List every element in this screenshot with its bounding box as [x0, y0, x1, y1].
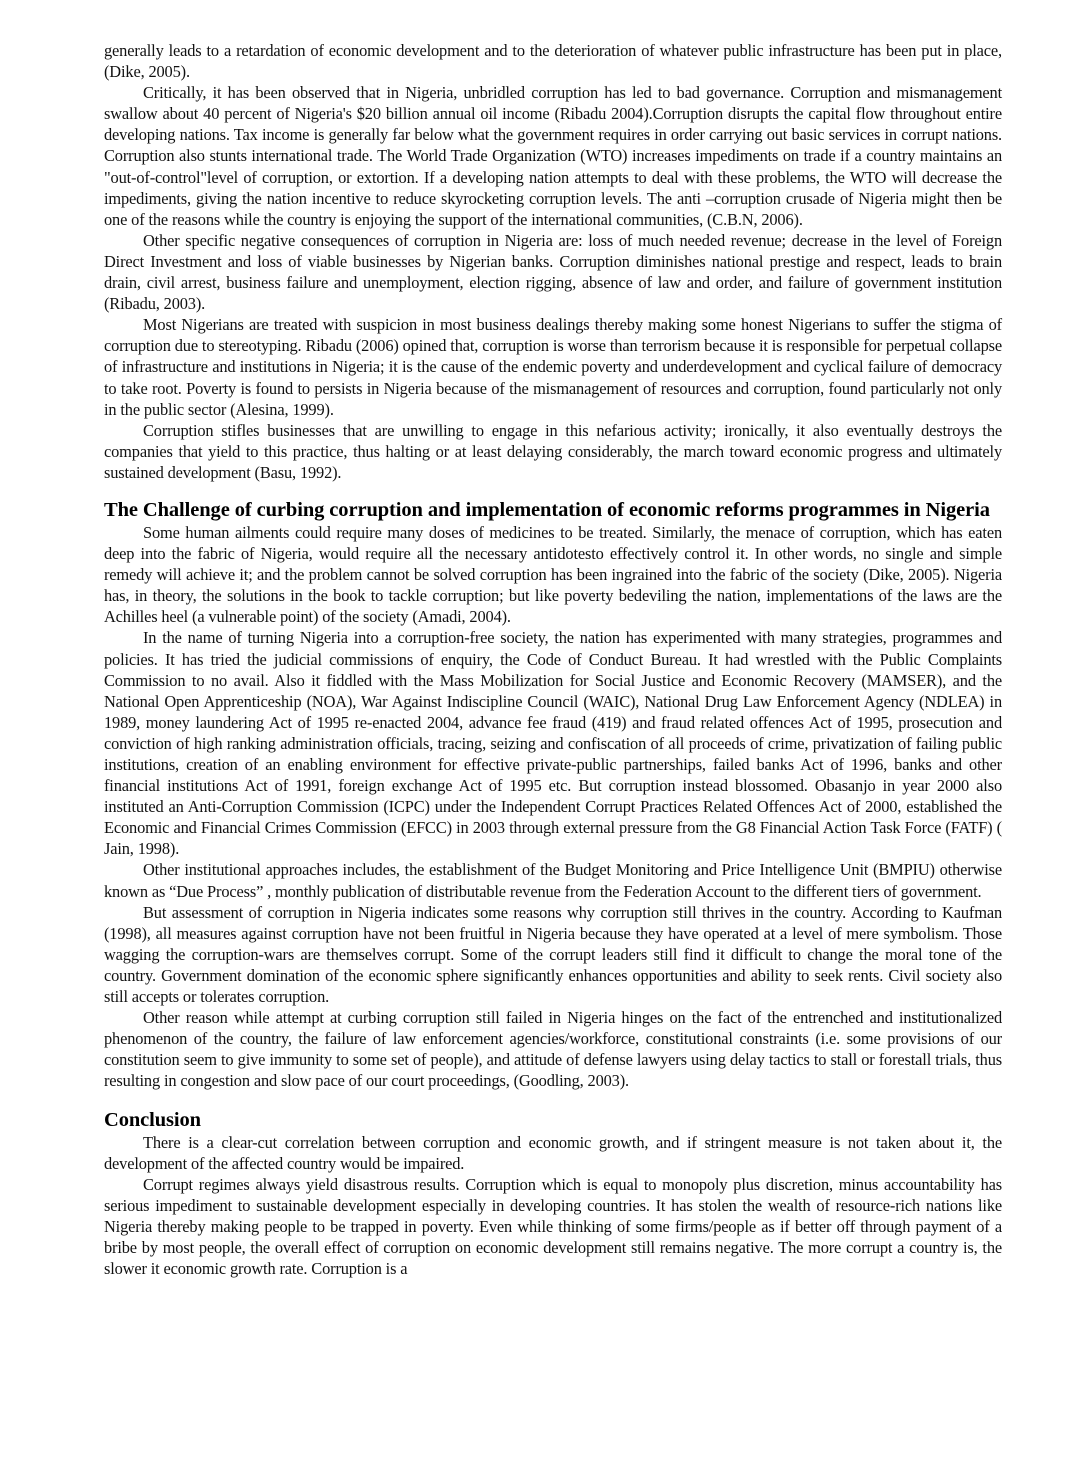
paragraph: But assessment of corruption in Nigeria indicates some reasons why corruption still thrives in the country. According to Kaufman (1998), all measures against corruption have not been fruitful in Nigeria because they have operated at a level of mere symbolism. Those wagging the corruption-wars are themselves corrupt. Some of the corrupt leaders still find it difficult to change the moral tone of the country. Government domination of the economic sphere significantly enhances opportunities and ability to seek rents. Civil society also still accepts or tolerates corruption. [104, 902, 1002, 1007]
section-heading: Conclusion [104, 1108, 201, 1131]
paragraph: Other reason while attempt at curbing corruption still failed in Nigeria hinges on the fact of the entrenched and institutionalized phenomenon of the country, the failure of law enforcement agencies/workforce, constitutional constraints (i.e. some provisions of our constitution seem to give immunity to some set of people), and attitude of defense lawyers using delay tactics to stall or forestall trials, thus resulting in congestion and slow pace of our court proceedings, (Goodling, 2003). [104, 1008, 1002, 1091]
paragraph: Corruption stifles businesses that are unwilling to engage in this nefarious activity; ironically, it also eventually destroys the companies that yield to this practice, thus halting or at least delaying considerably, the march toward economic progress and ultimately sustained development (Basu, 1992). [104, 420, 1002, 482]
section-challenge [104, 499, 1002, 1092]
paragraph: Other institutional approaches includes, the establishment of the Budget Monitoring and Price Intelligence Unit (BMPIU) otherwise known as “Due Process” , monthly publication of distributable revenue from the Federation Account to the different tiers of government. [104, 860, 1002, 901]
paragraph: There is a clear-cut correlation between corruption and economic growth, and if stringent measure is not taken about it, the development of the affected country would be impaired. [104, 1132, 1002, 1173]
paragraph: In the name of turning Nigeria into a corruption-free society, the nation has experimented with many strategies, programmes and policies. It has tried the judicial commissions of enquiry, the Code of Conduct Bureau. It had wrestled with the Public Complaints Commission to no avail. Also it fiddled with the Mass Mobilization for Social Justice and Economic Recovery (MAMSER), and the National Open Apprenticeship (NOA), War Against Indiscipline Council (WAIC), National Drug Law Enforcement Agency (NDLEA) in 1989, money laundering Act of 1995 re-enacted 2004, advance fee fraud (419) and fraud related offences Act of 1995, prosecution and conviction of high ranking administration officials, tracing, seizing and confiscation of all proceeds of crime, privatization of failing public institutions, creation of an enabling environment for effective private-public partnerships, failed banks Act of 1996, banks and other financial institutions Act of 1991, foreign exchange Act of 1995 etc. But corruption instead blossomed. Obasanjo in year 2000 also instituted an Anti-Corruption Commission (ICPC) under the Independent Corrupt Practices Related Offences Act of 2000, established the Economic and Financial Crimes Commission (EFCC) in 2003 through external pressure from the G8 Financial Action Task Force (FATF) ( Jain, 1998). [104, 628, 1002, 859]
paragraph: Critically, it has been observed that in Nigeria, unbridled corruption has led to bad governance. Corruption and mismanagement swallow about 40 percent of Nigeria's $20 billion annual oil income (Ribadu 2004).Corruption disrupts the capital flow throughout entire developing nations. Tax income is generally far below what the government requires in order carrying out basic services in corrupt nations. Corruption also stunts international trade. The World Trade Organization (WTO) increases impediments on trade if a country maintains an "out-of-control"level of corruption, or extortion. If a developing nation attempts to deal with these problems, the WTO will decrease the impediments, giving the nation incentive to reduce skyrocketing corruption levels. The anti –corruption crusade of Nigeria might then be one of the reasons while the country is enjoying the support of the international communities, (C.B.N, 2006). [104, 83, 1002, 229]
section-continuation [104, 40, 1002, 483]
paragraph: generally leads to a retardation of economic development and to the deterioration of whatever public infrastructure has been put in place, (Dike, 2005). [104, 41, 1002, 82]
paragraph: Some human ailments could require many doses of medicines to be treated. Similarly, the menace of corruption, which has eaten deep into the fabric of Nigeria, would require all the necessary antidotesto effectively control it. In other words, no single and simple remedy will achieve it; and the problem cannot be solved corruption has been ingrained into the fabric of the society (Dike, 2005). Nigeria has, in theory, the solutions in the book to tackle corruption; but like poverty bedeviling the nation, implementations of the laws are the Achilles heel (a vulnerable point) of the society (Amadi, 2004). [104, 522, 1002, 627]
paragraph: Most Nigerians are treated with suspicion in most business dealings thereby making some honest Nigerians to suffer the stigma of corruption due to stereotyping. Ribadu (2006) opined that, corruption is worse than terrorism because it is responsible for perpetual collapse of infrastructure and institutions in Nigeria; it is the cause of the endemic poverty and underdevelopment and cyclical failure of democracy to take root. Poverty is found to persists in Nigeria because of the mismanagement of resources and corruption, found particularly not only in the public sector (Alesina, 1999). [104, 315, 1002, 419]
document-page [104, 40, 1002, 1279]
paragraph: Corrupt regimes always yield disastrous results. Corruption which is equal to monopoly plus discretion, minus accountability has serious impediment to sustainable development especially in developing countries. It has stolen the wealth of resource-rich nations like Nigeria thereby making people to be trapped in poverty. Even while thinking of some firms/people as if better off through payment of a bribe by most people, the overall effect of corruption on economic development still remains negative. The more corrupt a country is, the slower it economic growth rate. Corruption is a [104, 1174, 1002, 1279]
paragraph: Other specific negative consequences of corruption in Nigeria are: loss of much needed revenue; decrease in the level of Foreign Direct Investment and loss of viable businesses by Nigerian banks. Corruption diminishes national prestige and respect, leads to brain drain, civil arrest, business failure and unemployment, election rigging, absence of law and order, and failure of government institution (Ribadu, 2003). [104, 230, 1002, 314]
section-heading: The Challenge of curbing corruption and implementation of economic reforms programmes in Nigeria [104, 498, 990, 521]
section-conclusion [104, 1109, 1002, 1280]
